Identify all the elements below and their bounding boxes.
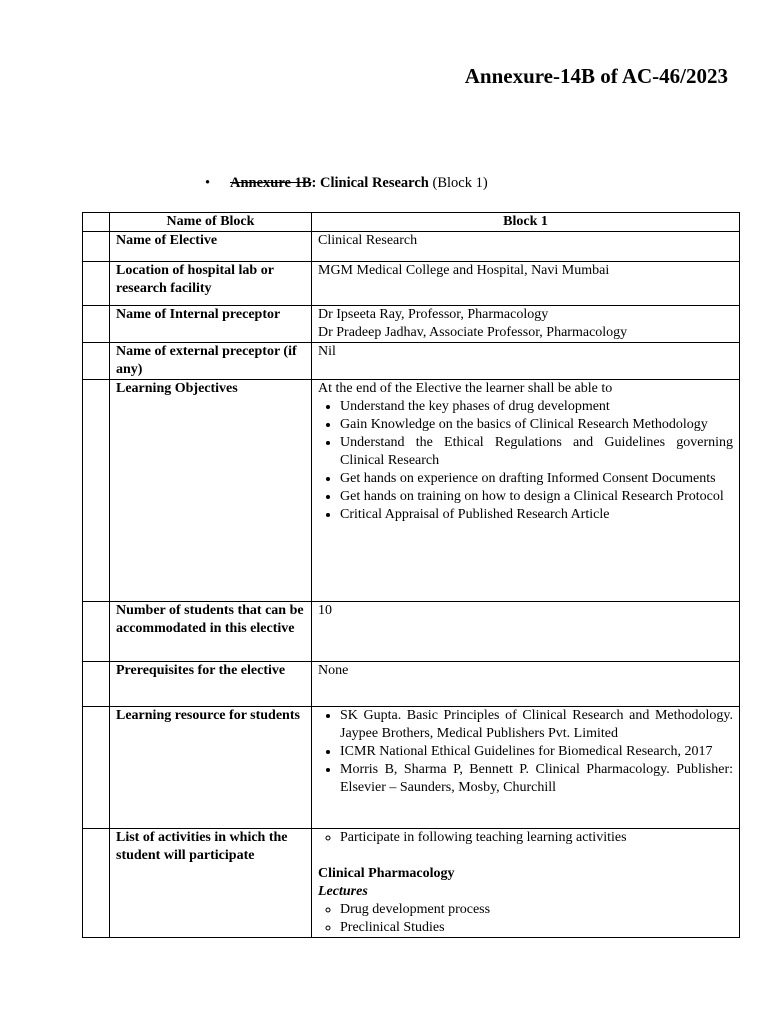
- row-label: Prerequisites for the elective: [110, 662, 312, 707]
- row-label: Learning Objectives: [110, 380, 312, 602]
- table-row: [83, 213, 740, 232]
- table-row: [83, 380, 740, 602]
- list-item: • ICMR National Ethical Guidelines for Biomedical Research, 2017: [340, 743, 733, 761]
- row-label: Name of Block: [110, 213, 312, 232]
- row-value: Block 1: [312, 213, 740, 232]
- list-item: ◦ Participate in following teaching learning activities: [340, 829, 733, 847]
- blank-cell: [83, 602, 110, 662]
- preceptor-line: Dr Ipseeta Ray, Professor, Pharmacology: [318, 307, 549, 322]
- list-item: • Morris B, Sharma P, Bennett P. Clinical Pharmacology. Publisher: Elsevier – Saunders, Mosby, Churchill: [340, 761, 733, 797]
- blank-cell: [83, 829, 110, 938]
- list-item: • SK Gupta. Basic Principles of Clinical Research and Methodology. Jaypee Brothers, Medical Publishers Pvt. Limited: [340, 707, 733, 743]
- row-value: [312, 380, 740, 602]
- blank-cell: [83, 380, 110, 602]
- row-label: Number of students that can be accommodated in this elective: [110, 602, 312, 662]
- section-heading: [205, 174, 488, 192]
- row-value: Clinical Research: [312, 232, 740, 262]
- row-label: Name of Internal preceptor: [110, 306, 312, 343]
- activities-subheading: Clinical Pharmacology: [318, 866, 455, 881]
- row-value: None: [312, 662, 740, 707]
- blank-cell: [83, 262, 110, 306]
- list-item: • Understand the Ethical Regulations and Guidelines governing Clinical Research: [340, 434, 733, 470]
- blank-cell: [83, 306, 110, 343]
- lectures-label: Lectures: [318, 884, 368, 899]
- section-suffix: (Block 1): [432, 175, 488, 191]
- elective-table: [82, 212, 740, 938]
- row-value: [312, 707, 740, 829]
- row-value: [312, 306, 740, 343]
- heading-colon: :: [311, 175, 317, 191]
- list-item: • Get hands on experience on drafting Informed Consent Documents: [340, 470, 733, 488]
- list-item: • Gain Knowledge on the basics of Clinical Research Methodology: [340, 416, 733, 434]
- row-value: [312, 829, 740, 938]
- preceptor-line: Dr Pradeep Jadhav, Associate Professor, Pharmacology: [318, 325, 628, 340]
- activities-list: [318, 829, 733, 847]
- table-row: [83, 262, 740, 306]
- table-row: [83, 707, 740, 829]
- row-label: Name of external preceptor (if any): [110, 343, 312, 380]
- resources-list: [318, 707, 733, 797]
- table-row: [83, 602, 740, 662]
- list-item: ◦ Preclinical Studies: [340, 919, 733, 937]
- row-value: MGM Medical College and Hospital, Navi Mumbai: [312, 262, 740, 306]
- row-label: Learning resource for students: [110, 707, 312, 829]
- row-label: Location of hospital lab or research facility: [110, 262, 312, 306]
- blank-cell: [83, 343, 110, 380]
- blank-cell: [83, 662, 110, 707]
- list-item: • Understand the key phases of drug development: [340, 398, 733, 416]
- row-value: Nil: [312, 343, 740, 380]
- bullet: •: [205, 175, 211, 191]
- struck-annexure-label: Annexure 1B: [230, 175, 312, 191]
- objectives-list: [318, 398, 733, 524]
- section-title: Clinical Research: [319, 175, 429, 191]
- table-row: [83, 343, 740, 380]
- blank-cell: [83, 707, 110, 829]
- table-row: [83, 829, 740, 938]
- table-row: [83, 306, 740, 343]
- page-title: Annexure-14B of AC-46/2023: [464, 64, 728, 88]
- blank-cell: [83, 213, 110, 232]
- blank-cell: [83, 232, 110, 262]
- list-item: ◦ Drug development process: [340, 901, 733, 919]
- list-item: • Critical Appraisal of Published Research Article: [340, 506, 733, 524]
- table-row: [83, 232, 740, 262]
- row-label: Name of Elective: [110, 232, 312, 262]
- list-item: • Get hands on training on how to design a Clinical Research Protocol: [340, 488, 733, 506]
- row-label: List of activities in which the student will participate: [110, 829, 312, 938]
- objectives-intro: At the end of the Elective the learner shall be able to: [318, 381, 613, 396]
- lectures-list: [318, 901, 733, 937]
- table-row: [83, 662, 740, 707]
- row-value: 10: [312, 602, 740, 662]
